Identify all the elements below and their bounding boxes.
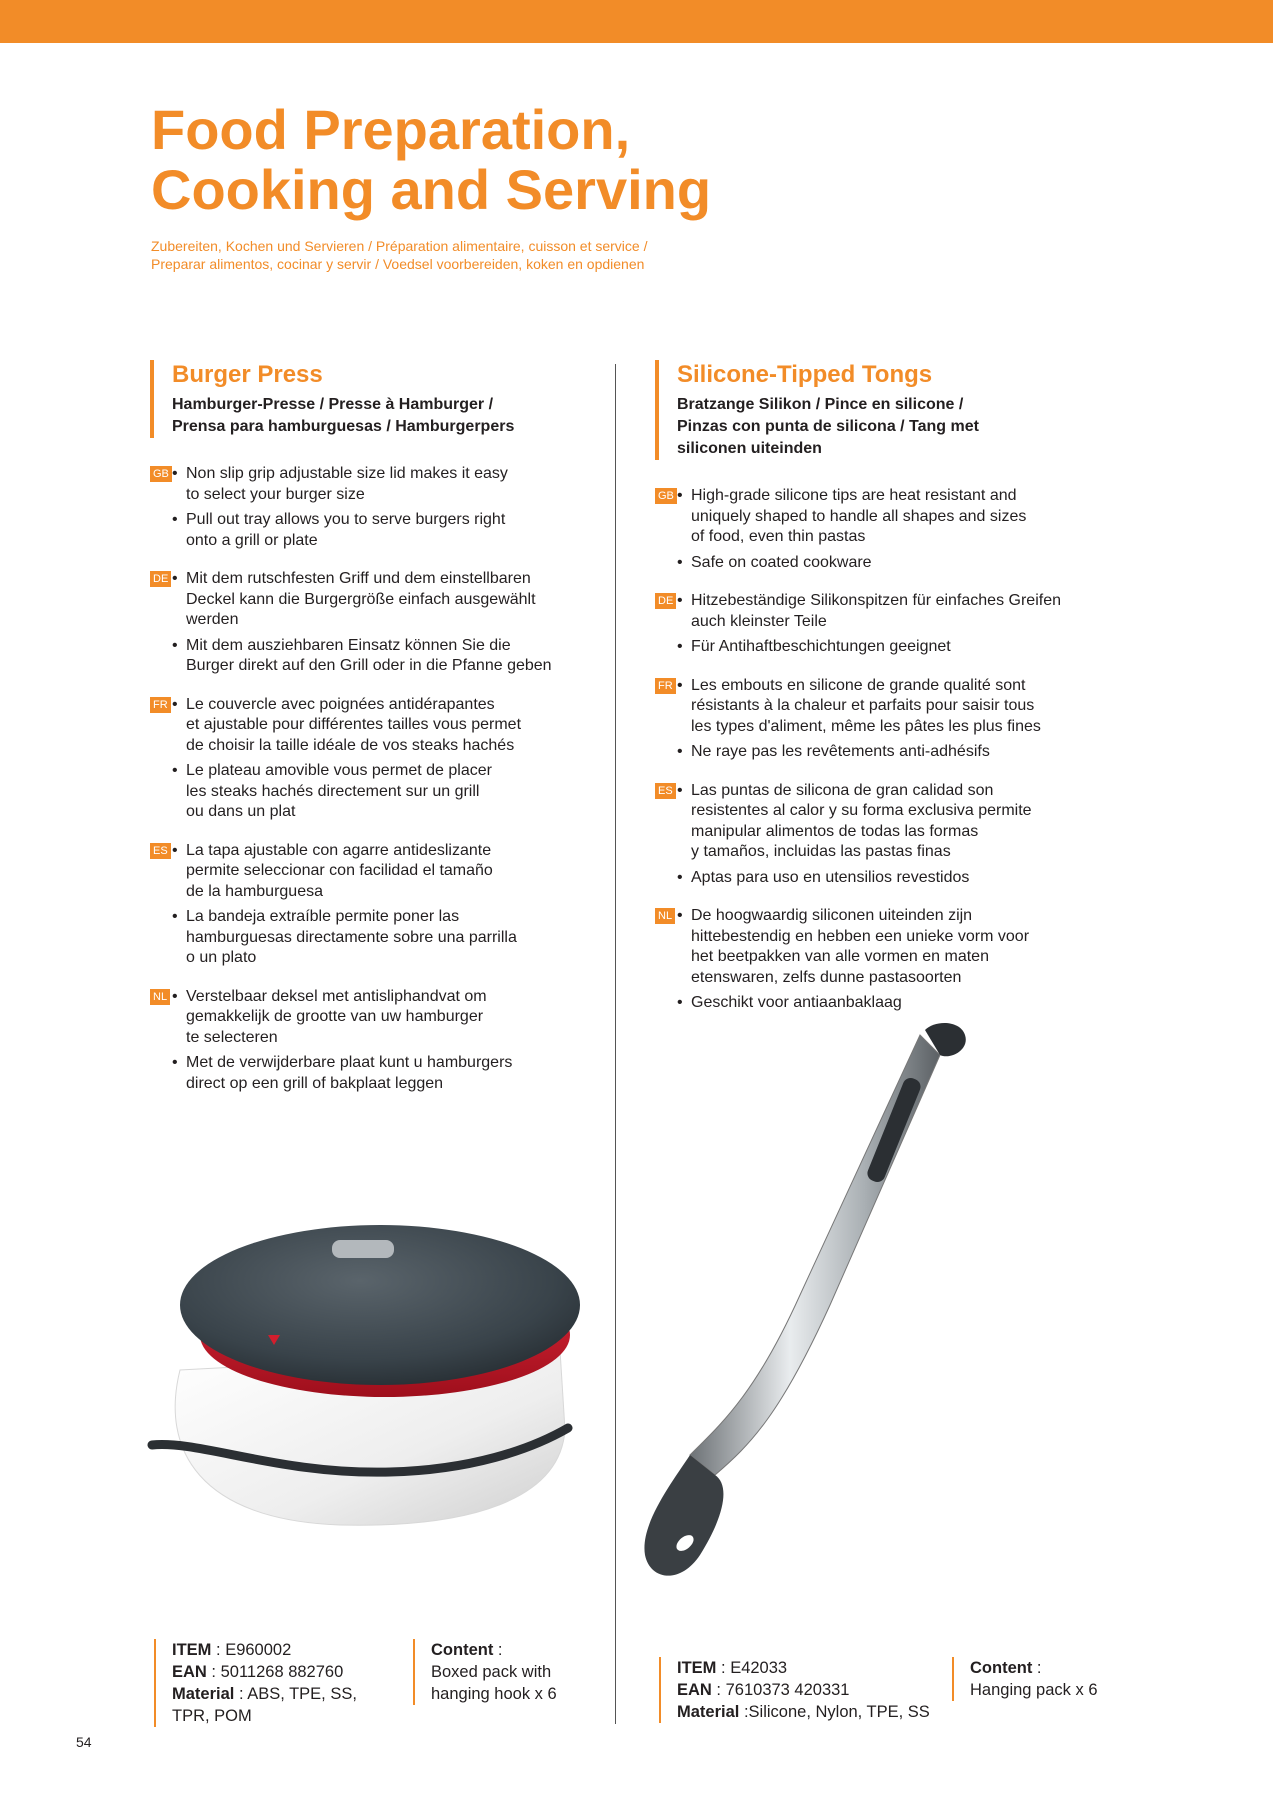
spec-ean-line: EAN : 5011268 882760 (172, 1663, 344, 1681)
bullet-line: • Las puntas de silicona de gran calidad son (691, 781, 994, 799)
bullet-line: direct op een grill of bakplaat leggen (186, 1074, 444, 1092)
translation-line: Bratzange Silikon / Pince en silicone / (677, 396, 964, 413)
bullet-item (677, 553, 1095, 574)
bullet-line: • Le couvercle avec poignées antidérapantes (186, 695, 495, 713)
bullet-item (677, 486, 1095, 548)
lang-block-es (655, 781, 1095, 889)
spec-material-line: Material :Silicone, Nylon, TPE, SS (677, 1703, 930, 1721)
page-title (151, 100, 711, 220)
product-silicone-tongs (655, 360, 1095, 1032)
lang-block-de (655, 591, 1095, 658)
bullet-item (677, 781, 1095, 863)
lang-block-gb (655, 486, 1095, 573)
spec-ean-value: 5011268 882760 (220, 1663, 344, 1681)
lang-badge: DE (655, 593, 676, 609)
lang-badge: ES (150, 843, 171, 859)
bullet-item (677, 637, 1095, 658)
spec-burger-content (413, 1639, 581, 1705)
bullet-line: • Non slip grip adjustable size lid makes it easy (186, 465, 508, 482)
bullet-line: • Aptas para uso en utensilios revestidos (691, 868, 970, 886)
bullet-line: • Verstelbaar deksel met antisliphandvat om (186, 987, 487, 1005)
bullet-line: • Mit dem ausziehbaren Einsatz können Sie die (186, 636, 511, 654)
translation-line: Pinzas con punta de silicona / Tang met (677, 418, 979, 435)
spec-item-line: ITEM : E960002 (172, 1641, 292, 1659)
bullet-line: manipular alimentos de todas las formas (691, 822, 979, 840)
bullet-item (677, 676, 1095, 738)
column-divider (615, 364, 616, 1724)
translation-line: siliconen uiteinden (677, 440, 822, 457)
language-list (150, 464, 590, 1094)
translation-line: Hamburger-Presse / Presse à Hamburger / (172, 396, 494, 413)
spec-content-line: Content : (970, 1659, 1042, 1677)
lang-block-nl (150, 987, 590, 1095)
spec-material-label: Material (172, 1685, 235, 1703)
spec-content-value: hanging hook x 6 (431, 1685, 557, 1703)
bullet-line: • Geschikt voor antiaanbaklaag (691, 994, 902, 1011)
product-translations (677, 394, 1095, 460)
bullet-line: permite seleccionar con facilidad el tamaño (186, 862, 493, 879)
bullet-item (677, 591, 1095, 632)
bullet-line: Burger direkt auf den Grill oder in die Pfanne geben (186, 657, 552, 674)
spec-item-label: ITEM (172, 1641, 212, 1659)
spec-material-line: Material : ABS, TPE, SS, (172, 1685, 357, 1703)
top-accent-bar (0, 0, 1273, 43)
burger-press-photo (140, 1200, 600, 1530)
tongs-photo (630, 1015, 1110, 1595)
bullet-line: hittebestendig en hebben een unieke vorm voor (691, 927, 1030, 945)
bullet-line: te selecteren (186, 1028, 278, 1046)
spec-content-label: Content (431, 1641, 494, 1659)
lang-badge: GB (150, 466, 172, 482)
lang-badge: NL (150, 989, 170, 1005)
bullet-item (677, 906, 1095, 988)
spec-item-label: ITEM (677, 1659, 717, 1677)
product-name: Silicone-Tipped Tongs (677, 361, 933, 388)
bullet-line: Deckel kann die Burgergröße einfach ausgewählt (186, 590, 536, 608)
bullet-item (677, 742, 1095, 763)
lang-badge: FR (150, 697, 171, 713)
spec-content-value: Hanging pack x 6 (970, 1681, 1098, 1699)
bullet-line: résistants à la chaleur et parfaits pour saisir tous (691, 697, 1035, 714)
bullet-line: o un plato (186, 949, 257, 966)
spec-ean-line: EAN : 7610373 420331 (677, 1681, 850, 1699)
spec-item-value: E42033 (730, 1659, 788, 1677)
bullet-line: et ajustable pour différentes tailles vous permet (186, 716, 522, 733)
bullet-line: • Les embouts en silicone de grande qualité sont (691, 676, 1026, 694)
page-title-line: Food Preparation, (151, 98, 631, 161)
lang-block-gb (150, 464, 590, 551)
spec-ean-value: 7610373 420331 (725, 1681, 850, 1699)
lang-block-fr (150, 695, 590, 823)
lang-block-fr (655, 676, 1095, 763)
bullet-line: auch kleinster Teile (691, 612, 827, 630)
bullet-line: hamburguesas directamente sobre una parrilla (186, 928, 517, 946)
bullet-line: • Le plateau amovible vous permet de placer (186, 762, 492, 779)
bullet-item (172, 987, 590, 1049)
bullet-line: de choisir la taille idéale de vos steaks hachés (186, 736, 515, 754)
bullet-item (172, 841, 590, 903)
spec-content-value: Boxed pack with (431, 1663, 552, 1681)
lang-badge: NL (655, 908, 675, 924)
lang-block-es (150, 841, 590, 969)
bullet-line: • Für Antihaftbeschichtungen geeignet (691, 638, 951, 655)
bullet-line: etenswaren, zelfs dunne pastasoorten (691, 968, 962, 986)
product-burger-press (150, 360, 590, 1112)
bullet-line: gemakkelijk de grootte van uw hamburger (186, 1008, 484, 1025)
bullet-item (172, 464, 590, 505)
spec-content-line: Content : (431, 1641, 503, 1659)
bullet-line: • Safe on coated cookware (691, 553, 872, 571)
spec-tongs-ids (659, 1657, 957, 1723)
lang-badge: ES (655, 783, 676, 799)
lang-badge: GB (655, 488, 677, 504)
spec-material-line-2: TPR, POM (172, 1707, 252, 1725)
bullet-item (172, 569, 590, 631)
bullet-line: onto a grill or plate (186, 531, 318, 549)
bullet-line: • La tapa ajustable con agarre antideslizante (186, 841, 492, 859)
bullet-line: de la hamburguesa (186, 882, 323, 900)
bullet-item (172, 761, 590, 823)
lang-badge: FR (655, 678, 676, 694)
product-translations (172, 394, 590, 438)
spec-item-line: ITEM : E42033 (677, 1659, 788, 1677)
spec-ean-label: EAN (677, 1681, 712, 1699)
page-subtitle (151, 237, 851, 273)
bullet-line: les types d'aliment, même les pâtes les plus fines (691, 717, 1041, 735)
spec-ean-label: EAN (172, 1663, 207, 1681)
product-header (150, 360, 590, 438)
bullet-line: les steaks hachés directement sur un grill (186, 782, 480, 800)
bullet-line: • High-grade silicone tips are heat resistant and (691, 487, 1017, 504)
bullet-item (677, 993, 1095, 1014)
bullet-item (172, 636, 590, 677)
bullet-item (172, 695, 590, 757)
bullet-item (172, 907, 590, 969)
spec-item-value: E960002 (225, 1641, 292, 1659)
spec-material-label: Material (677, 1703, 740, 1721)
bullet-line: werden (186, 611, 239, 628)
bullet-line: resistentes al calor y su forma exclusiva permite (691, 802, 1032, 819)
bullet-line: ou dans un plat (186, 803, 296, 820)
lang-block-nl (655, 906, 1095, 1014)
bullet-line: • Pull out tray allows you to serve burgers right (186, 511, 506, 528)
bullet-line: y tamaños, incluidas las pastas finas (691, 843, 951, 860)
bullet-item (172, 1053, 590, 1094)
spec-material-value: ABS, TPE, SS, (247, 1685, 357, 1703)
bullet-line: uniquely shaped to handle all shapes and sizes (691, 507, 1027, 525)
product-name: Burger Press (172, 361, 323, 388)
bullet-line: het beetpakken van alle vormen en maten (691, 948, 989, 965)
translation-line: Prensa para hamburguesas / Hamburgerpers (172, 418, 515, 435)
bullet-line: • La bandeja extraíble permite poner las (186, 908, 460, 925)
bullet-item (172, 510, 590, 551)
bullet-item (677, 868, 1095, 889)
bullet-line: of food, even thin pastas (691, 528, 866, 545)
bullet-line: • De hoogwaardig siliconen uiteinden zijn (691, 907, 973, 924)
bullet-line: • Mit dem rutschfesten Griff und dem einstellbaren (186, 570, 531, 587)
bullet-line: • Met de verwijderbare plaat kunt u hamburgers (186, 1054, 513, 1071)
page-title-line: Cooking and Serving (151, 158, 712, 221)
spec-tongs-content (952, 1657, 1140, 1701)
bullet-line: • Hitzebeständige Silikonspitzen für einfaches Greifen (691, 592, 1061, 609)
spec-material-value: Silicone, Nylon, TPE, SS (748, 1703, 930, 1721)
spec-burger-ids (154, 1639, 402, 1727)
lang-block-de (150, 569, 590, 677)
page-number: 54 (76, 1734, 92, 1750)
language-list (655, 486, 1095, 1014)
bullet-line: to select your burger size (186, 485, 365, 503)
bullet-line: • Ne raye pas les revêtements anti-adhésifs (691, 743, 990, 760)
product-header (655, 360, 1095, 460)
lang-badge: DE (150, 571, 171, 587)
page-subtitle-line: Zubereiten, Kochen und Servieren / Préparation alimentaire, cuisson et service / (151, 238, 648, 254)
page-subtitle-line: Preparar alimentos, cocinar y servir / Voedsel voorbereiden, koken en opdienen (151, 256, 645, 272)
spec-content-label: Content (970, 1659, 1033, 1677)
